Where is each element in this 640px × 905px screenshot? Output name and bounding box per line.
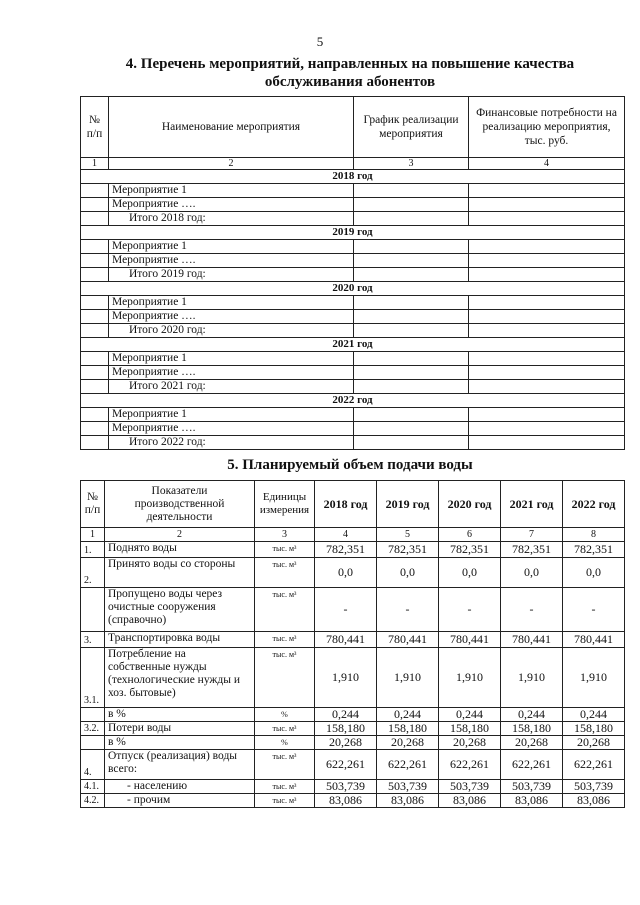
unit: %: [255, 708, 315, 722]
measures-table: [80, 96, 625, 450]
year-value: 158,180: [563, 722, 625, 736]
row-number: 4.: [81, 750, 105, 780]
page-number: 5: [316, 34, 324, 49]
empty-cell: [354, 422, 469, 436]
year-value: 0,0: [501, 558, 563, 588]
measures-column-numbers: [81, 158, 625, 170]
unit: тыс. м³: [255, 722, 315, 736]
measure-row: [81, 352, 625, 366]
year-value: 503,739: [563, 780, 625, 794]
measure-row: [81, 310, 625, 324]
empty-cell: [469, 240, 625, 254]
year-value: 782,351: [377, 542, 439, 558]
year-value: 83,086: [563, 794, 625, 808]
empty-cell: [469, 254, 625, 268]
header-year: 2020 год: [439, 481, 501, 528]
empty-cell: [354, 240, 469, 254]
header-year: 2022 год: [563, 481, 625, 528]
unit: тыс. м³: [255, 558, 315, 588]
indicator-name: в %: [105, 708, 255, 722]
section4-title-line2: обслуживания абонентов: [264, 74, 436, 90]
year-total-row: [81, 324, 625, 338]
empty-cell: [469, 324, 625, 338]
year-value: 20,268: [563, 736, 625, 750]
measure-row: [81, 240, 625, 254]
water-header-row: [81, 481, 625, 528]
empty-cell: [81, 436, 109, 450]
year-section-row: [81, 226, 625, 240]
measure-name: Мероприятие 1: [109, 240, 354, 254]
year-value: 503,739: [315, 780, 377, 794]
year-value: 83,086: [315, 794, 377, 808]
empty-cell: [81, 240, 109, 254]
year-value: 20,268: [377, 736, 439, 750]
year-value: 1,910: [439, 648, 501, 708]
year-total-label: Итого 2020 год:: [109, 324, 354, 338]
year-value: 1,910: [501, 648, 563, 708]
header-indicators: Показатели производственной деятельности: [105, 481, 255, 528]
header-units: Единицы измерения: [255, 481, 315, 528]
empty-cell: [354, 380, 469, 394]
header-measure-name: Наименование мероприятия: [109, 97, 354, 158]
header-finance: Финансовые потребности на реализацию мероприятия, тыс. руб.: [469, 97, 625, 158]
empty-cell: [469, 268, 625, 282]
empty-cell: [81, 296, 109, 310]
indicator-name: Пропущено воды через очистные сооружения (справочно): [105, 588, 255, 632]
year-total-row: [81, 380, 625, 394]
measure-row: [81, 422, 625, 436]
year-value: 622,261: [439, 750, 501, 780]
indicator-name: Принято воды со стороны: [105, 558, 255, 588]
empty-cell: [354, 352, 469, 366]
year-value: -: [439, 588, 501, 632]
empty-cell: [354, 324, 469, 338]
measure-name: Мероприятие 1: [109, 352, 354, 366]
year-value: 1,910: [563, 648, 625, 708]
year-heading: 2019 год: [81, 226, 625, 240]
year-value: 0,244: [377, 708, 439, 722]
measure-name: Мероприятие ….: [109, 254, 354, 268]
empty-cell: [354, 408, 469, 422]
indicator-name: Отпуск (реализация) воды всего:: [105, 750, 255, 780]
unit: тыс. м³: [255, 750, 315, 780]
year-value: 622,261: [501, 750, 563, 780]
year-value: 158,180: [439, 722, 501, 736]
year-total-label: Итого 2022 год:: [109, 436, 354, 450]
measure-name: Мероприятие ….: [109, 422, 354, 436]
empty-cell: [81, 198, 109, 212]
header-schedule: График реализации мероприятия: [354, 97, 469, 158]
year-value: 782,351: [439, 542, 501, 558]
empty-cell: [469, 310, 625, 324]
year-total-row: [81, 212, 625, 226]
year-value: -: [377, 588, 439, 632]
empty-cell: [354, 436, 469, 450]
year-value: 780,441: [563, 632, 625, 648]
unit: тыс. м³: [255, 588, 315, 632]
year-value: 83,086: [377, 794, 439, 808]
empty-cell: [81, 408, 109, 422]
col-number: 6: [439, 528, 501, 542]
empty-cell: [469, 212, 625, 226]
indicator-name: - прочим: [105, 794, 255, 808]
year-value: 503,739: [501, 780, 563, 794]
indicator-row: [81, 542, 625, 558]
indicator-row: [81, 648, 625, 708]
col-number: 7: [501, 528, 563, 542]
unit: тыс. м³: [255, 542, 315, 558]
year-value: 0,0: [439, 558, 501, 588]
year-value: 0,244: [501, 708, 563, 722]
indicator-row: [81, 588, 625, 632]
header-num: № п/п: [81, 481, 105, 528]
year-value: 780,441: [501, 632, 563, 648]
year-total-label: Итого 2019 год:: [109, 268, 354, 282]
empty-cell: [354, 296, 469, 310]
empty-cell: [469, 296, 625, 310]
water-supply-table: [80, 480, 625, 808]
unit: тыс. м³: [255, 780, 315, 794]
measure-row: [81, 184, 625, 198]
year-value: -: [315, 588, 377, 632]
indicator-name: в %: [105, 736, 255, 750]
year-value: 158,180: [377, 722, 439, 736]
year-value: 1,910: [315, 648, 377, 708]
empty-cell: [81, 324, 109, 338]
empty-cell: [81, 380, 109, 394]
col-number: 8: [563, 528, 625, 542]
measure-name: Мероприятие ….: [109, 366, 354, 380]
year-value: 0,244: [439, 708, 501, 722]
year-value: 20,268: [315, 736, 377, 750]
empty-cell: [81, 254, 109, 268]
unit: тыс. м³: [255, 648, 315, 708]
measure-name: Мероприятие 1: [109, 184, 354, 198]
year-section-row: [81, 394, 625, 408]
year-value: -: [501, 588, 563, 632]
empty-cell: [81, 352, 109, 366]
measure-row: [81, 198, 625, 212]
unit: %: [255, 736, 315, 750]
year-heading: 2022 год: [81, 394, 625, 408]
year-value: 0,0: [377, 558, 439, 588]
year-value: 622,261: [377, 750, 439, 780]
year-value: 622,261: [315, 750, 377, 780]
empty-cell: [469, 366, 625, 380]
indicator-name: Потребление на собственные нужды (технологические нужды и хоз. бытовые): [105, 648, 255, 708]
indicator-row: [81, 736, 625, 750]
year-section-row: [81, 170, 625, 184]
empty-cell: [354, 310, 469, 324]
year-value: 1,910: [377, 648, 439, 708]
indicator-row: [81, 708, 625, 722]
year-total-row: [81, 436, 625, 450]
col-number: 2: [109, 158, 354, 170]
year-heading: 2021 год: [81, 338, 625, 352]
col-number: 4: [469, 158, 625, 170]
measure-row: [81, 296, 625, 310]
section4-title-line1: 4. Перечень мероприятий, направленных на повышение качества: [125, 56, 575, 72]
empty-cell: [354, 198, 469, 212]
measure-name: Мероприятие 1: [109, 296, 354, 310]
empty-cell: [354, 184, 469, 198]
year-value: 780,441: [439, 632, 501, 648]
empty-cell: [81, 366, 109, 380]
year-value: 0,0: [563, 558, 625, 588]
year-section-row: [81, 338, 625, 352]
water-column-numbers: [81, 528, 625, 542]
empty-cell: [469, 198, 625, 212]
empty-cell: [354, 366, 469, 380]
year-value: 503,739: [377, 780, 439, 794]
year-value: 20,268: [501, 736, 563, 750]
row-number: [81, 708, 105, 722]
year-total-row: [81, 268, 625, 282]
year-heading: 2018 год: [81, 170, 625, 184]
indicator-row: [81, 558, 625, 588]
col-number: 1: [81, 528, 105, 542]
empty-cell: [354, 212, 469, 226]
year-value: 83,086: [439, 794, 501, 808]
year-value: 780,441: [315, 632, 377, 648]
empty-cell: [469, 352, 625, 366]
row-number: 3.: [81, 632, 105, 648]
row-number: [81, 588, 105, 632]
year-value: 503,739: [439, 780, 501, 794]
measure-name: Мероприятие ….: [109, 198, 354, 212]
measure-row: [81, 254, 625, 268]
year-value: 782,351: [563, 542, 625, 558]
empty-cell: [81, 422, 109, 436]
year-total-label: Итого 2021 год:: [109, 380, 354, 394]
indicator-row: [81, 794, 625, 808]
measure-name: Мероприятие ….: [109, 310, 354, 324]
indicator-name: Транспортировка воды: [105, 632, 255, 648]
row-number: 2.: [81, 558, 105, 588]
measure-row: [81, 366, 625, 380]
year-value: 158,180: [501, 722, 563, 736]
col-number: 2: [105, 528, 255, 542]
row-number: 4.2.: [81, 794, 105, 808]
unit: тыс. м³: [255, 794, 315, 808]
indicator-row: [81, 632, 625, 648]
year-value: 158,180: [315, 722, 377, 736]
measures-header-row: [81, 97, 625, 158]
empty-cell: [81, 310, 109, 324]
year-value: 20,268: [439, 736, 501, 750]
year-value: 782,351: [315, 542, 377, 558]
section4-title: [60, 55, 640, 91]
indicator-name: Потери воды: [105, 722, 255, 736]
indicator-name: - населению: [105, 780, 255, 794]
indicator-row: [81, 722, 625, 736]
measure-row: [81, 408, 625, 422]
empty-cell: [81, 268, 109, 282]
empty-cell: [469, 380, 625, 394]
empty-cell: [81, 212, 109, 226]
unit: тыс. м³: [255, 632, 315, 648]
row-number: 3.1.: [81, 648, 105, 708]
year-value: 0,244: [563, 708, 625, 722]
year-total-label: Итого 2018 год:: [109, 212, 354, 226]
row-number: 1.: [81, 542, 105, 558]
measure-name: Мероприятие 1: [109, 408, 354, 422]
year-value: 782,351: [501, 542, 563, 558]
empty-cell: [469, 408, 625, 422]
year-heading: 2020 год: [81, 282, 625, 296]
row-number: 3.2.: [81, 722, 105, 736]
header-num: № п/п: [81, 97, 109, 158]
year-value: -: [563, 588, 625, 632]
year-value: 0,244: [315, 708, 377, 722]
row-number: [81, 736, 105, 750]
empty-cell: [469, 422, 625, 436]
year-value: 780,441: [377, 632, 439, 648]
col-number: 1: [81, 158, 109, 170]
indicator-name: Поднято воды: [105, 542, 255, 558]
year-value: 622,261: [563, 750, 625, 780]
row-number: 4.1.: [81, 780, 105, 794]
col-number: 4: [315, 528, 377, 542]
header-year: 2019 год: [377, 481, 439, 528]
section5-title: 5. Планируемый объем подачи воды: [227, 457, 473, 473]
header-year: 2021 год: [501, 481, 563, 528]
indicator-row: [81, 750, 625, 780]
empty-cell: [469, 184, 625, 198]
header-year: 2018 год: [315, 481, 377, 528]
col-number: 5: [377, 528, 439, 542]
indicator-row: [81, 780, 625, 794]
empty-cell: [81, 184, 109, 198]
year-value: 83,086: [501, 794, 563, 808]
col-number: 3: [255, 528, 315, 542]
year-section-row: [81, 282, 625, 296]
col-number: 3: [354, 158, 469, 170]
empty-cell: [354, 254, 469, 268]
year-value: 0,0: [315, 558, 377, 588]
empty-cell: [469, 436, 625, 450]
empty-cell: [354, 268, 469, 282]
